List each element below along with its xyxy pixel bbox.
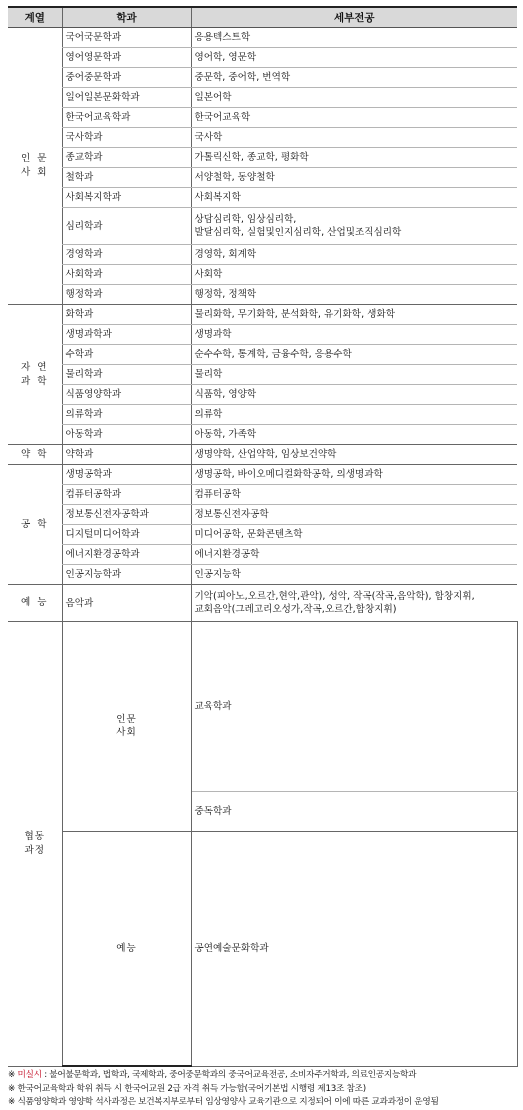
table-row xyxy=(8,505,517,525)
department-cell: 아동학과 xyxy=(62,425,191,445)
table-row xyxy=(8,48,517,68)
note-text: 한국어교육학과 학위 취득 시 한국어교원 2급 자격 취득 가능함(국어기본법 시행령 제13조 참조) xyxy=(17,1083,366,1094)
note-highlight: 미실시 xyxy=(17,1070,42,1080)
table-row xyxy=(8,545,517,565)
department-table-wrapper xyxy=(8,6,517,1110)
table-row xyxy=(8,28,517,48)
notes xyxy=(8,1069,517,1110)
category-cell: 공 학 xyxy=(8,465,62,585)
table-row xyxy=(8,285,517,305)
majors-cell: 사회복지학 xyxy=(191,188,517,208)
department-cell: 경영학과 xyxy=(62,245,191,265)
table-row xyxy=(8,265,517,285)
majors-cell: 영어학, 영문학 xyxy=(191,48,517,68)
department-cell: 음악과 xyxy=(62,585,191,622)
department-cell: 식품영양학과 xyxy=(62,385,191,405)
table-row xyxy=(8,305,517,325)
department-cell: 중어중문학과 xyxy=(62,68,191,88)
department-cell: 철학과 xyxy=(62,168,191,188)
department-cell: 생명공학과 xyxy=(62,465,191,485)
department-cell: 의류학과 xyxy=(62,405,191,425)
majors-cell: 기악(피아노,오르간,현악,관악), 성악, 작곡(작곡,음악학), 합창지휘, 교회음악(그레고리오성가,작곡,오르간,합창지휘) xyxy=(191,585,517,622)
table-row xyxy=(8,622,517,792)
majors-cell: 상담심리학, 임상심리학, 발달심리학, 실험및인지심리학, 산업및조직심리학 xyxy=(191,208,517,245)
table-row xyxy=(8,465,517,485)
majors-cell: 컴퓨터공학 xyxy=(191,485,517,505)
table-row xyxy=(8,405,517,425)
department-cell: 종교학과 xyxy=(62,148,191,168)
department-cell: 영어영문학과 xyxy=(62,48,191,68)
note-marker: ※ xyxy=(8,1097,18,1107)
table-row xyxy=(8,425,517,445)
category-cell: 약 학 xyxy=(8,445,62,465)
majors-cell: 행정학, 정책학 xyxy=(191,285,517,305)
department-cell: 심리학과 xyxy=(62,208,191,245)
majors-cell: 의류학 xyxy=(191,405,517,425)
department-cell: 공연예술문화학과 xyxy=(191,831,517,1066)
table-row xyxy=(8,345,517,365)
department-cell: 물리학과 xyxy=(62,365,191,385)
department-cell: 사회학과 xyxy=(62,265,191,285)
note-marker: ※ xyxy=(8,1083,18,1094)
category-cell: 자 연 과 학 xyxy=(8,305,62,445)
department-cell: 컴퓨터공학과 xyxy=(62,485,191,505)
table-row xyxy=(8,128,517,148)
subcategory-cell: 예능 xyxy=(62,831,191,1066)
table-row xyxy=(8,88,517,108)
table-row xyxy=(8,68,517,88)
majors-cell: 중문학, 중어학, 번역학 xyxy=(191,68,517,88)
majors-cell: 정보통신전자공학 xyxy=(191,505,517,525)
header-department: 학과 xyxy=(62,7,191,28)
department-cell: 국어국문학과 xyxy=(62,28,191,48)
department-cell: 수학과 xyxy=(62,345,191,365)
majors-cell: 한국어교육학 xyxy=(191,108,517,128)
department-cell: 인공지능학과 xyxy=(62,565,191,585)
table-row xyxy=(8,108,517,128)
department-cell: 생명과학과 xyxy=(62,325,191,345)
department-cell: 사회복지학과 xyxy=(62,188,191,208)
majors-cell: 에너지환경공학 xyxy=(191,545,517,565)
department-cell: 정보통신전자공학과 xyxy=(62,505,191,525)
note-marker: ※ xyxy=(8,1070,18,1080)
table-body xyxy=(8,28,517,1067)
majors-cell: 생명과학 xyxy=(191,325,517,345)
majors-cell: 순수수학, 통계학, 금융수학, 응용수학 xyxy=(191,345,517,365)
table-row xyxy=(8,525,517,545)
majors-cell: 일본어학 xyxy=(191,88,517,108)
majors-cell: 서양철학, 동양철학 xyxy=(191,168,517,188)
table-row xyxy=(8,831,517,1066)
table-row xyxy=(8,188,517,208)
note-2 xyxy=(8,1083,517,1097)
note-text: : 불어불문학과, 법학과, 국제학과, 중어중문학과의 중국어교육전공, 소비자주거학과, 의료인공지능학과 xyxy=(41,1070,417,1080)
category-cell: 인 문 사 회 xyxy=(8,28,62,305)
majors-cell: 미디어공학, 문화콘텐츠학 xyxy=(191,525,517,545)
table-row xyxy=(8,325,517,345)
majors-cell: 사회학 xyxy=(191,265,517,285)
majors-cell: 생명공학, 바이오메디컬화학공학, 의생명과학 xyxy=(191,465,517,485)
category-cell: 협동 과정 xyxy=(8,622,62,1067)
department-cell: 행정학과 xyxy=(62,285,191,305)
table-row xyxy=(8,565,517,585)
majors-cell: 가톨릭신학, 종교학, 평화학 xyxy=(191,148,517,168)
majors-cell: 인공지능학 xyxy=(191,565,517,585)
majors-cell: 경영학, 회계학 xyxy=(191,245,517,265)
header-category: 계열 xyxy=(8,7,62,28)
category-cell: 예 능 xyxy=(8,585,62,622)
department-cell: 일어일본문화학과 xyxy=(62,88,191,108)
note-1 xyxy=(8,1069,517,1083)
table-header-row xyxy=(8,7,517,28)
table-row xyxy=(8,485,517,505)
department-cell: 디지털미디어학과 xyxy=(62,525,191,545)
note-3 xyxy=(8,1096,517,1110)
majors-cell: 응용텍스트학 xyxy=(191,28,517,48)
majors-cell: 생명약학, 산업약학, 임상보건약학 xyxy=(191,445,517,465)
subcategory-cell: 인문 사회 xyxy=(62,622,191,832)
department-cell: 중독학과 xyxy=(191,791,517,831)
department-cell: 한국어교육학과 xyxy=(62,108,191,128)
note-text: 식품영양학과 영양학 석사과정은 보건복지부로부터 임상영양사 교육기관으로 지정되어 이에 따른 교과과정이 운영됨 xyxy=(17,1097,439,1107)
department-cell: 국사학과 xyxy=(62,128,191,148)
department-cell: 약학과 xyxy=(62,445,191,465)
table-row xyxy=(8,385,517,405)
table-row xyxy=(8,365,517,385)
department-cell: 화학과 xyxy=(62,305,191,325)
department-cell: 교육학과 xyxy=(191,622,517,792)
majors-cell: 아동학, 가족학 xyxy=(191,425,517,445)
table-row xyxy=(8,208,517,245)
table-row xyxy=(8,148,517,168)
table-row xyxy=(8,585,517,622)
table-row xyxy=(8,445,517,465)
table-row xyxy=(8,245,517,265)
department-table xyxy=(8,6,517,1067)
majors-cell: 물리학 xyxy=(191,365,517,385)
table-row xyxy=(8,168,517,188)
majors-cell: 국사학 xyxy=(191,128,517,148)
department-cell: 에너지환경공학과 xyxy=(62,545,191,565)
majors-cell: 식품학, 영양학 xyxy=(191,385,517,405)
header-majors: 세부전공 xyxy=(191,7,517,28)
majors-cell: 물리화학, 무기화학, 분석화학, 유기화학, 생화학 xyxy=(191,305,517,325)
